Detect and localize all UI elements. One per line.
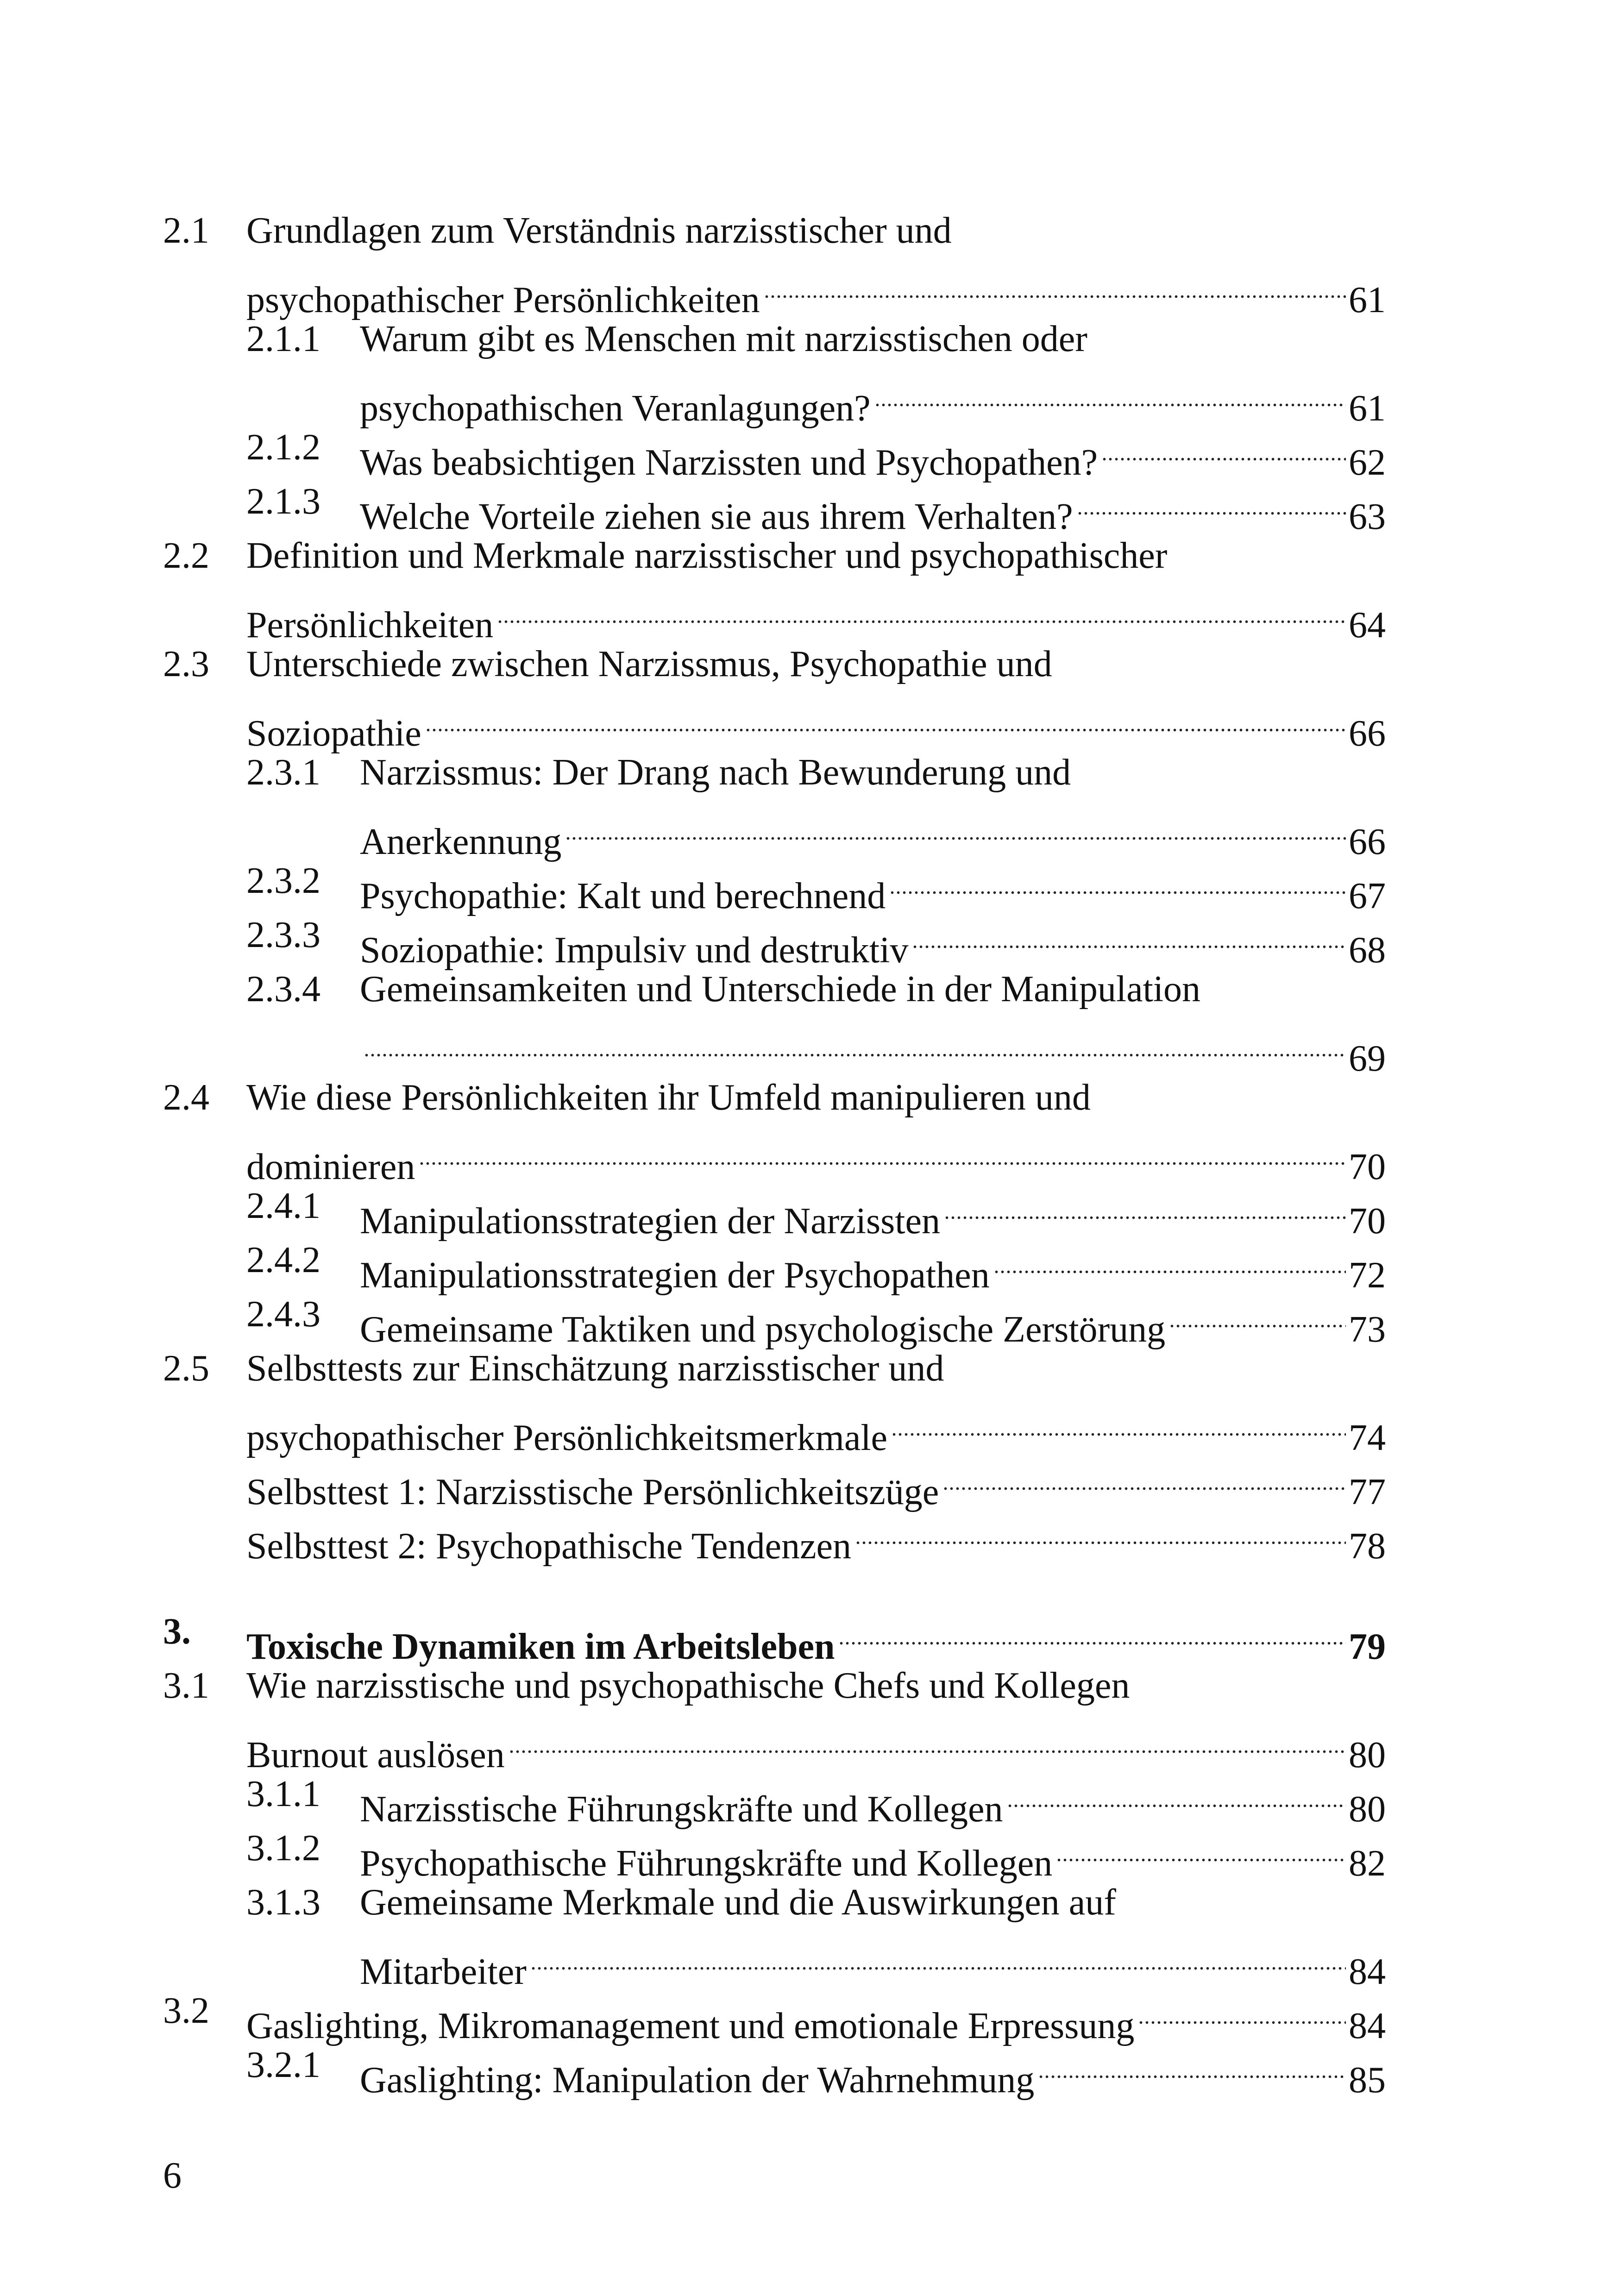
toc-entry-title: Persönlichkeiten [246, 605, 494, 646]
toc-page-number: 80 [1349, 1735, 1386, 1775]
dot-leader [364, 1016, 1346, 1071]
toc-page-number: 69 [1349, 1038, 1386, 1079]
dot-leader [1007, 1767, 1346, 1821]
toc-entry-title: psychopathischer Persönlichkeiten [246, 280, 760, 320]
dot-leader [497, 583, 1346, 637]
toc-page-number: 84 [1349, 2006, 1386, 2046]
dot-leader [419, 1125, 1346, 1179]
dot-leader [993, 1233, 1346, 1287]
toc-page-number: 79 [1349, 1626, 1386, 1667]
toc-entry-number: 2.3.4 [246, 969, 320, 1010]
toc-entry-number: 2.4 [163, 1077, 209, 1118]
toc-entry-title: Definition und Merkmale narzisstischer und psychopathischer [246, 535, 1168, 576]
toc-entry-title: Gemeinsame Merkmale und die Auswirkungen auf [360, 1882, 1116, 1923]
toc-entry-number: 2.3 [163, 644, 209, 684]
dot-leader [1038, 2038, 1346, 2092]
toc-page-number: 72 [1349, 1255, 1386, 1296]
toc-entry-title: psychopathischen Veranlagungen? [360, 388, 871, 429]
toc-page-number: 82 [1349, 1843, 1386, 1884]
toc-entry-title: Burnout auslösen [246, 1735, 505, 1775]
toc-entry-number: 2.5 [163, 1348, 209, 1389]
toc-entry-number: 2.3.3 [246, 915, 320, 955]
toc-entry-number: 3. [163, 1611, 191, 1652]
toc-entry-link[interactable] [163, 1504, 1386, 1567]
toc-entry-title: Wie diese Persönlichkeiten ihr Umfeld manipulieren und [246, 1077, 1091, 1118]
toc-entry-number: 2.1 [163, 210, 209, 251]
dot-leader [1138, 1984, 1346, 2038]
dot-leader [891, 1396, 1346, 1450]
toc-page-number: 63 [1349, 496, 1386, 537]
toc-entry-title: Was beabsichtigen Narzissten und Psychopathen? [360, 442, 1098, 483]
toc-page-number: 67 [1349, 876, 1386, 916]
toc-entry-title: Mitarbeiter [360, 1951, 527, 1992]
toc-entry-number: 2.3.2 [246, 860, 320, 901]
toc-entry-line [163, 637, 1386, 691]
toc-entry-link[interactable] [163, 366, 1386, 429]
toc-entry-number: 3.2.1 [246, 2045, 320, 2085]
toc-entry-link[interactable] [163, 258, 1386, 320]
dot-leader [944, 1179, 1346, 1233]
dot-leader [1056, 1821, 1346, 1876]
toc-entry-line [163, 312, 1386, 366]
toc-entry-number: 2.1.1 [246, 319, 320, 359]
toc-entry-title: Warum gibt es Menschen mit narzisstischen oder [360, 319, 1087, 359]
toc-entry-title: Grundlagen zum Verständnis narzisstischer und [246, 210, 952, 251]
toc-entry-title: Welche Vorteile ziehen sie aus ihrem Verhalten? [360, 496, 1073, 537]
toc-entry-number: 3.1.2 [246, 1828, 320, 1869]
toc-entry-title: Manipulationsstrategien der Narzissten [360, 1201, 940, 1242]
toc-entry-title: psychopathischer Persönlichkeitsmerkmale [246, 1418, 888, 1458]
dot-leader [912, 908, 1346, 962]
toc-entry-number: 2.1.2 [246, 427, 320, 468]
dot-leader [1101, 420, 1346, 475]
toc-entry-link[interactable] [163, 475, 1386, 537]
toc-entry-link[interactable] [163, 1287, 1386, 1350]
toc-page-number: 62 [1349, 442, 1386, 483]
toc-page-number: 74 [1349, 1418, 1386, 1458]
toc-entry-title: Psychopathische Führungskräfte und Kollegen [360, 1843, 1053, 1884]
toc-page-number: 64 [1349, 605, 1386, 646]
dot-leader [942, 1450, 1346, 1504]
toc-page-number: 68 [1349, 930, 1386, 971]
toc-entry-title: Gaslighting, Mikromanagement und emotionale Erpressung [246, 2006, 1135, 2046]
toc-entry-line [163, 529, 1386, 583]
toc-entry-title: Unterschiede zwischen Narzissmus, Psychopathie und [246, 644, 1052, 684]
toc-entry-number: 3.2 [163, 1990, 209, 2031]
toc-page-number: 61 [1349, 280, 1386, 320]
dot-leader [425, 691, 1346, 746]
table-of-contents [163, 204, 1386, 2101]
dot-leader [889, 854, 1346, 908]
toc-entry-title: Toxische Dynamiken im Arbeitsleben [246, 1626, 835, 1667]
toc-entry-link[interactable] [163, 1125, 1386, 1187]
dot-leader [565, 800, 1346, 854]
toc-entry-link[interactable] [163, 1016, 1386, 1079]
toc-entry-link[interactable] [163, 854, 1386, 916]
toc-entry-link[interactable] [163, 1821, 1386, 1884]
toc-page-number: 70 [1349, 1201, 1386, 1242]
page-number: 6 [163, 2155, 182, 2196]
toc-page-number: 78 [1349, 1526, 1386, 1567]
toc-entry-title: Narzissmus: Der Drang nach Bewunderung und [360, 752, 1071, 793]
toc-page-number: 85 [1349, 2060, 1386, 2101]
toc-entry-line [163, 1071, 1386, 1125]
toc-page-number: 77 [1349, 1472, 1386, 1512]
toc-page-number: 61 [1349, 388, 1386, 429]
toc-entry-link[interactable] [163, 908, 1386, 971]
dot-leader [874, 366, 1346, 420]
toc-page-number: 84 [1349, 1951, 1386, 1992]
toc-entry-link[interactable] [163, 1605, 1386, 1667]
dot-leader [509, 1713, 1346, 1767]
toc-entry-number: 2.2 [163, 535, 209, 576]
toc-entry-link[interactable] [163, 800, 1386, 862]
toc-entry-number: 3.1 [163, 1665, 209, 1706]
toc-entry-title: Selbsttests zur Einschätzung narzisstischer und [246, 1348, 944, 1389]
dot-leader [764, 258, 1346, 312]
toc-page-number: 73 [1349, 1309, 1386, 1350]
toc-entry-number: 3.1.3 [246, 1882, 320, 1923]
toc-entry-line [163, 962, 1386, 1016]
toc-entry-title: Manipulationsstrategien der Psychopathen [360, 1255, 990, 1296]
toc-entry-link[interactable] [163, 1450, 1386, 1512]
toc-entry-title: Gemeinsame Taktiken und psychologische Zerstörung [360, 1309, 1166, 1350]
dot-leader [530, 1930, 1346, 1984]
toc-entry-link[interactable] [163, 2038, 1386, 2101]
toc-entry-line [163, 204, 1386, 258]
toc-entry-link[interactable] [163, 420, 1386, 483]
toc-entry-title: Selbsttest 2: Psychopathische Tendenzen [246, 1526, 852, 1567]
toc-entry-link[interactable] [163, 1984, 1386, 2046]
toc-entry-title: Soziopathie [246, 713, 421, 754]
toc-entry-link[interactable] [163, 1713, 1386, 1775]
toc-entry-title: Soziopathie: Impulsiv und destruktiv [360, 930, 909, 971]
dot-leader [1169, 1287, 1346, 1342]
toc-entry-title: Selbsttest 1: Narzisstische Persönlichkeitszüge [246, 1472, 939, 1512]
toc-entry-title: Anerkennung [360, 822, 562, 862]
toc-entry-number: 3.1.1 [246, 1774, 320, 1814]
dot-leader [1077, 475, 1346, 529]
toc-entry-title: Gaslighting: Manipulation der Wahrnehmung [360, 2060, 1035, 2101]
toc-entry-line [163, 1659, 1386, 1713]
toc-page-number: 80 [1349, 1789, 1386, 1830]
dot-leader [855, 1504, 1346, 1558]
toc-entry-link[interactable] [163, 691, 1386, 754]
toc-entry-line [163, 1876, 1386, 1930]
dot-leader [838, 1605, 1346, 1659]
toc-entry-link[interactable] [163, 1930, 1386, 1992]
toc-page-number: 66 [1349, 713, 1386, 754]
toc-entry-link[interactable] [163, 1179, 1386, 1242]
toc-entry-number: 2.1.3 [246, 481, 320, 522]
toc-entry-title: Psychopathie: Kalt und berechnend [360, 876, 886, 916]
toc-entry-title: Gemeinsamkeiten und Unterschiede in der Manipulation [360, 969, 1201, 1010]
toc-entry-title: dominieren [246, 1147, 415, 1187]
toc-entry-link[interactable] [163, 583, 1386, 646]
toc-page-number: 66 [1349, 822, 1386, 862]
toc-entry-number: 2.3.1 [246, 752, 320, 793]
toc-entry-line [163, 746, 1386, 800]
toc-entry-link[interactable] [163, 1767, 1386, 1830]
toc-entry-line [163, 1342, 1386, 1396]
toc-entry-number: 2.4.1 [246, 1186, 320, 1226]
toc-entry-number: 2.4.2 [246, 1240, 320, 1280]
toc-entry-link[interactable] [163, 1396, 1386, 1458]
toc-page-number: 70 [1349, 1147, 1386, 1187]
toc-entry-title: Wie narzisstische und psychopathische Chefs und Kollegen [246, 1665, 1130, 1706]
toc-entry-title: Narzisstische Führungskräfte und Kollegen [360, 1789, 1003, 1830]
toc-entry-number: 2.4.3 [246, 1294, 320, 1335]
toc-entry-link[interactable] [163, 1233, 1386, 1296]
